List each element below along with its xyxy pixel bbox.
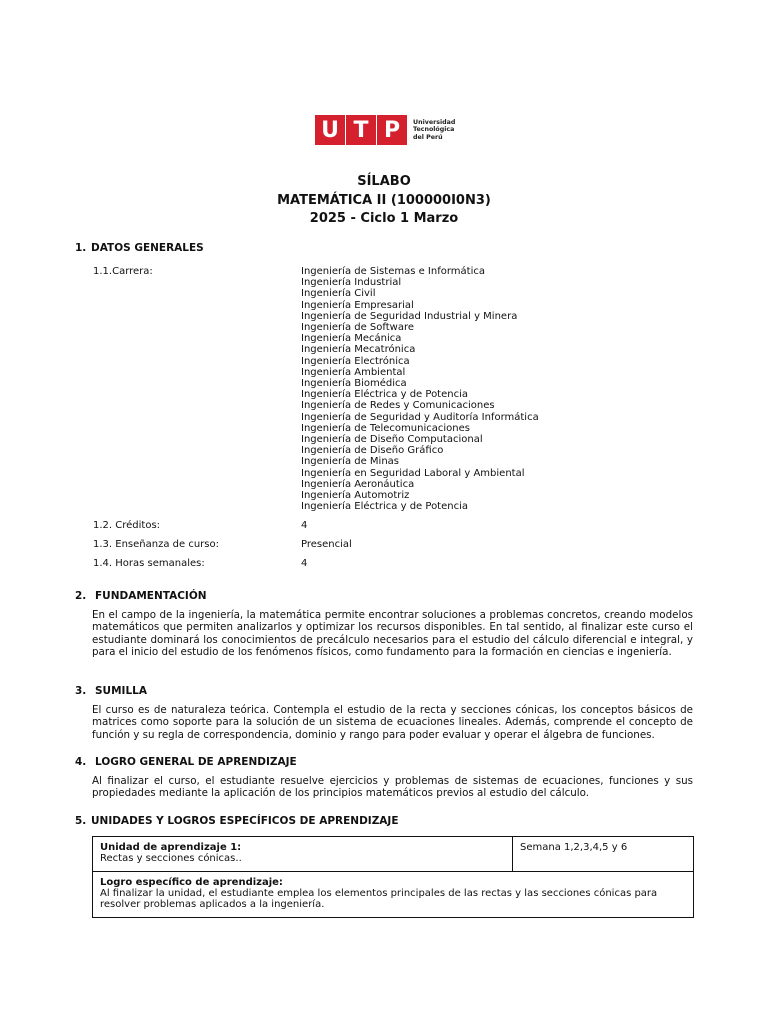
ensenanza-label: 1.3. Enseñanza de curso: — [93, 539, 219, 550]
unit-weeks: Semana 1,2,3,4,5 y 6 — [520, 842, 628, 853]
section-5-number: 5. — [75, 815, 87, 827]
logro-label: Logro específico de aprendizaje: — [100, 877, 283, 888]
logo-line-1: Universidad — [413, 118, 456, 126]
document-title-block — [0, 173, 768, 229]
section-3-number: 3. — [75, 685, 87, 697]
horas-value: 4 — [301, 558, 308, 569]
creditos-value: 4 — [301, 520, 308, 531]
section-3-title: SUMILLA — [95, 685, 147, 697]
carrera-item: Ingeniería Aeronáutica — [301, 478, 415, 490]
section-2-title: FUNDAMENTACIÓN — [95, 590, 207, 602]
document-title: SÍLABO — [357, 174, 411, 189]
weeks-cell — [513, 837, 694, 872]
course-period: 2025 - Ciclo 1 Marzo — [309, 211, 459, 226]
section-5-heading — [75, 815, 399, 827]
carrera-item: Ingeniería de Minas — [301, 456, 400, 468]
carrera-item: Ingeniería en Seguridad Laboral y Ambiental — [301, 467, 525, 479]
section-3-heading — [75, 685, 147, 697]
carrera-item: Ingeniería Automotriz — [301, 490, 410, 502]
carrera-item: Ingeniería Ambiental — [301, 366, 406, 378]
section-4-number: 4. — [75, 756, 87, 768]
logo-line-2: Tecnológica — [413, 126, 455, 134]
section-4-heading — [75, 756, 297, 768]
creditos-label: 1.2. Créditos: — [93, 520, 161, 531]
carrera-label: 1.1.Carrera: — [93, 266, 153, 277]
carrera-item: Ingeniería Biomédica — [301, 378, 407, 390]
carrera-item: Ingeniería Eléctrica y de Potencia — [301, 389, 468, 401]
logo-wordmark — [413, 119, 455, 142]
carrera-list — [301, 266, 539, 512]
sumilla-text: El curso es de naturaleza teórica. Contempla el estudio de la recta y secciones cónicas, los conceptos básicos de matrices como soporte para la solución de un sistema de ecuaciones lineales. Además, comprende el concepto de función y su regla de correspondencia, dominio y rango para poder evaluar y operar el álgebra de funciones. — [92, 704, 693, 741]
carrera-item: Ingeniería de Seguridad Industrial y Minera — [301, 310, 518, 322]
section-2-number: 2. — [75, 590, 87, 602]
carrera-item: Ingeniería Mecánica — [301, 333, 402, 345]
units-row-unit — [93, 837, 694, 872]
units-row-logro — [93, 872, 694, 918]
horas-label: 1.4. Horas semanales: — [93, 558, 205, 569]
unit-cell — [93, 837, 513, 872]
section-1-heading — [75, 242, 204, 254]
fundamentacion-text: En el campo de la ingeniería, la matemática permite encontrar soluciones a problemas concretos, creando modelos matemáticos que permiten analizarlos y optimizar los recursos disponibles. En tal sentido, al finalizar este curso el estudiante dominará los conocimientos de precálculo necesarios para el estudio del cálculo diferencial e integral, y para el inicio del estudio de los fenómenos físicos, como fundamento para la formación en ciencias e ingeniería. — [92, 609, 693, 658]
carrera-item: Ingeniería Civil — [301, 288, 376, 300]
logo-letter-t: T — [346, 115, 376, 145]
carrera-item: Ingeniería de Telecomunicaciones — [301, 422, 470, 434]
section-1-number: 1. — [75, 242, 87, 254]
section-5-title: UNIDADES Y LOGROS ESPECÍFICOS DE APRENDIZAJE — [91, 815, 399, 827]
carrera-item: Ingeniería de Diseño Gráfico — [301, 445, 444, 457]
unit-label: Unidad de aprendizaje 1: — [100, 842, 242, 853]
section-1-title: DATOS GENERALES — [91, 242, 204, 254]
carrera-item: Ingeniería Empresarial — [301, 299, 414, 311]
logo-line-3: del Perú — [413, 133, 443, 141]
section-4-title: LOGRO GENERAL DE APRENDIZAJE — [95, 756, 297, 768]
carrera-item: Ingeniería Electrónica — [301, 355, 410, 367]
units-table — [92, 836, 694, 918]
carrera-item: Ingeniería Mecatrónica — [301, 344, 416, 356]
carrera-item: Ingeniería de Redes y Comunicaciones — [301, 400, 495, 412]
logro-text: Al finalizar la unidad, el estudiante emplea los elementos principales de las rectas y las secciones cónicas para resolver problemas aplicados a la ingeniería. — [100, 888, 658, 910]
logo-letter-u: U — [315, 115, 345, 145]
utp-logo — [315, 115, 455, 145]
carrera-item: Ingeniería de Sistemas e Informática — [301, 266, 485, 277]
logo-letter-p: P — [377, 115, 407, 145]
logro-cell — [93, 872, 694, 918]
ensenanza-value: Presencial — [301, 539, 352, 550]
unit-name: Rectas y secciones cónicas.. — [100, 853, 242, 864]
section-2-heading — [75, 590, 207, 602]
carrera-item: Ingeniería de Diseño Computacional — [301, 434, 483, 446]
logro-general-text: Al finalizar el curso, el estudiante resuelve ejercicios y problemas de sistemas de ecuaciones, funciones y sus propiedades mediante la aplicación de los principios matemáticos previos al estudio del cálculo. — [92, 775, 693, 800]
carrera-item: Ingeniería Eléctrica y de Potencia — [301, 501, 468, 513]
carrera-item: Ingeniería Industrial — [301, 277, 402, 289]
carrera-item: Ingeniería de Seguridad y Auditoría Informática — [301, 411, 539, 423]
course-title: MATEMÁTICA II (100000I0N3) — [277, 192, 491, 208]
carrera-item: Ingeniería de Software — [301, 322, 415, 334]
